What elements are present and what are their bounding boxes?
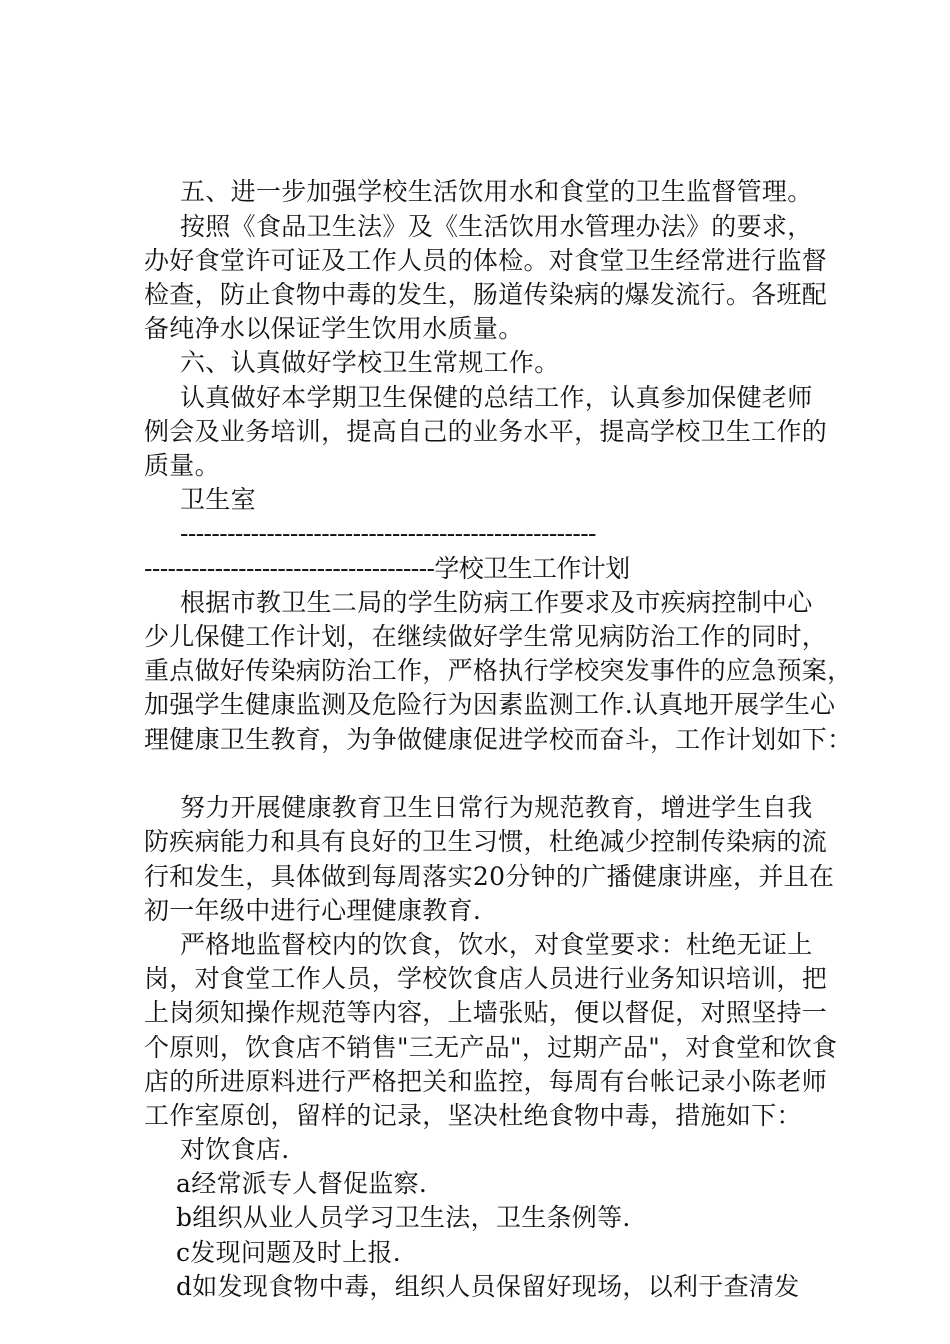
section-heading-5: 五、进一步加强学校生活饮用水和食堂的卫生监督管理。 xyxy=(180,177,813,206)
paragraph-line: 例会及业务培训，提高自己的业务水平，提高学校卫生工作的 xyxy=(144,417,828,446)
paragraph-line: 岗，对食堂工作人员，学校饮食店人员进行业务知识培训，把 xyxy=(144,964,828,993)
signature-line: 卫生室 xyxy=(180,485,256,514)
paragraph-line: 工作室原创，留样的记录，坚决杜绝食物中毒，措施如下： xyxy=(144,1101,802,1130)
paragraph-line: 质量。 xyxy=(144,451,220,480)
list-item-d: d如发现食物中毒，组织人员保留好现场，以利于查清发 xyxy=(176,1272,800,1301)
paragraph-line: 办好食堂许可证及工作人员的体检。对食堂卫生经常进行监督 xyxy=(144,246,828,275)
paragraph-line: 行和发生，具体做到每周落实20分钟的广播健康讲座，并且在 xyxy=(144,862,835,891)
paragraph-line: 重点做好传染病防治工作，严格执行学校突发事件的应急预案， xyxy=(144,656,853,685)
paragraph-line: 初一年级中进行心理健康教育. xyxy=(144,896,482,925)
paragraph-line: 理健康卫生教育，为争做健康促进学校而奋斗，工作计划如下： xyxy=(144,725,853,754)
list-item-b: b组织从业人员学习卫生法，卫生条例等. xyxy=(176,1203,631,1232)
paragraph-line: 防疾病能力和具有良好的卫生习惯，杜绝减少控制传染病的流 xyxy=(144,827,828,856)
paragraph-line: 店的所进原料进行严格把关和监控，每周有台帐记录小陈老师 xyxy=(144,1067,828,1096)
paragraph-line: 上岗须知操作规范等内容，上墙张贴，便以督促，对照坚持一 xyxy=(144,998,828,1027)
list-item-c: c发现问题及时上报. xyxy=(176,1238,401,1267)
paragraph-line: 根据市教卫生二局的学生防病工作要求及市疾病控制中心 xyxy=(180,588,813,617)
list-item-a: a经常派专人督促监察. xyxy=(176,1169,428,1198)
paragraph-line: 努力开展健康教育卫生日常行为规范教育，增进学生自我 xyxy=(180,793,813,822)
paragraph-line: 个原则，饮食店不销售"三无产品"，过期产品"，对食堂和饮食 xyxy=(144,1033,838,1062)
paragraph-line: 检查，防止食物中毒的发生，肠道传染病的爆发流行。各班配 xyxy=(144,280,828,309)
separator-line: ----------------------------------------------------- xyxy=(180,519,596,548)
paragraph-line: 加强学生健康监测及危险行为因素监测工作.认真地开展学生心 xyxy=(144,690,836,719)
list-heading: 对饮食店. xyxy=(180,1135,290,1164)
paragraph-line: 备纯净水以保证学生饮用水质量。 xyxy=(144,314,524,343)
paragraph-line: 少儿保健工作计划，在继续做好学生常见病防治工作的同时， xyxy=(144,622,828,651)
document-title-line: -------------------------------------学校卫生工作计划 xyxy=(144,554,630,583)
section-heading-6: 六、认真做好学校卫生常规工作。 xyxy=(180,348,560,377)
paragraph-line: 按照《食品卫生法》及《生活饮用水管理办法》的要求， xyxy=(180,212,813,241)
paragraph-line: 认真做好本学期卫生保健的总结工作，认真参加保健老师 xyxy=(180,383,813,412)
paragraph-line: 严格地监督校内的饮食，饮水，对食堂要求：杜绝无证上 xyxy=(180,930,813,959)
